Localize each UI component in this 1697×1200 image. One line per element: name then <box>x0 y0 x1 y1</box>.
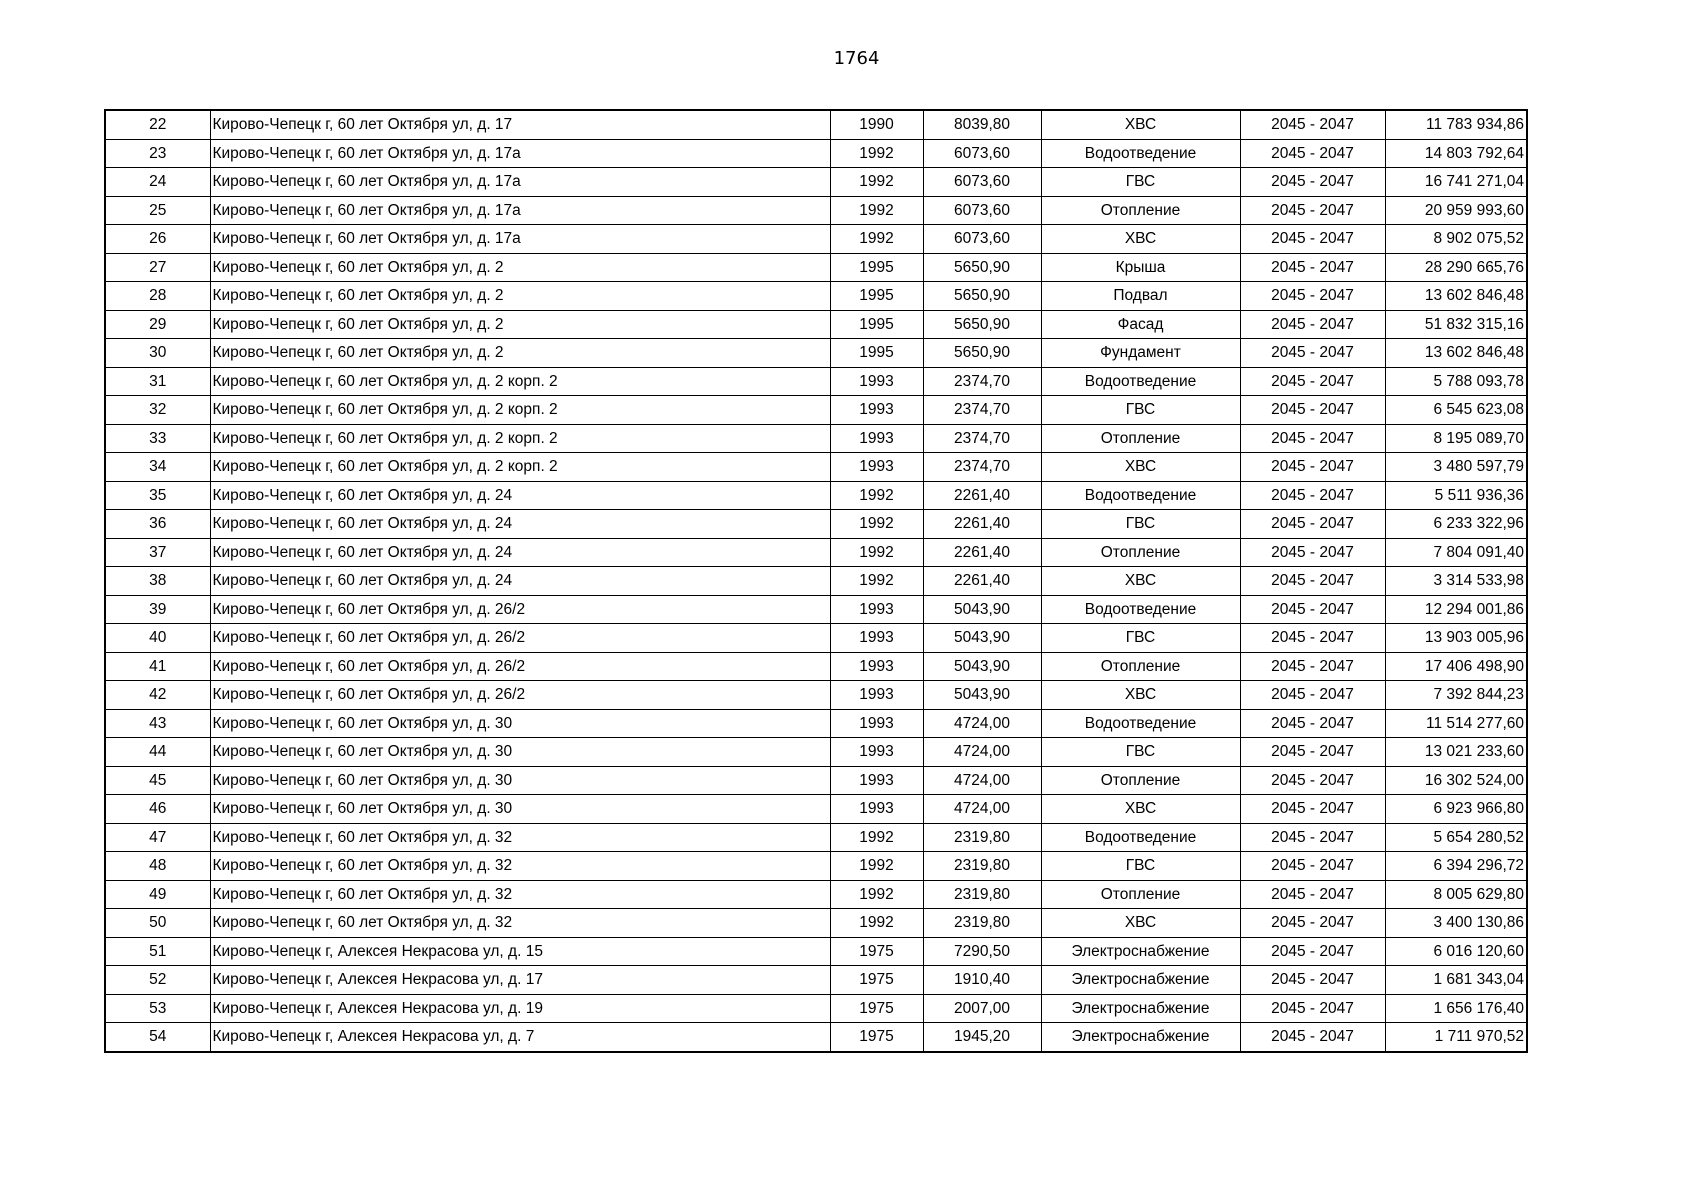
work-type-cell: Электроснабжение <box>1041 937 1240 966</box>
address-cell: Кирово-Чепецк г, 60 лет Октября ул, д. 32 <box>210 823 830 852</box>
year-cell: 1995 <box>830 282 923 311</box>
area-cell: 1945,20 <box>923 1023 1041 1052</box>
cost-cell: 13 903 005,96 <box>1385 624 1527 653</box>
table-row <box>105 481 1527 510</box>
year-cell: 1993 <box>830 367 923 396</box>
address-cell: Кирово-Чепецк г, 60 лет Октября ул, д. 26/2 <box>210 652 830 681</box>
table-row <box>105 852 1527 881</box>
address-cell: Кирово-Чепецк г, 60 лет Октября ул, д. 2 корп. 2 <box>210 453 830 482</box>
area-cell: 5650,90 <box>923 282 1041 311</box>
period-cell: 2045 - 2047 <box>1240 567 1385 596</box>
address-cell: Кирово-Чепецк г, 60 лет Октября ул, д. 2 <box>210 282 830 311</box>
year-cell: 1975 <box>830 994 923 1023</box>
area-cell: 6073,60 <box>923 196 1041 225</box>
address-cell: Кирово-Чепецк г, 60 лет Октября ул, д. 17а <box>210 168 830 197</box>
row-number-cell: 27 <box>105 253 210 282</box>
period-cell: 2045 - 2047 <box>1240 196 1385 225</box>
row-number-cell: 29 <box>105 310 210 339</box>
address-cell: Кирово-Чепецк г, 60 лет Октября ул, д. 17а <box>210 225 830 254</box>
address-cell: Кирово-Чепецк г, 60 лет Октября ул, д. 26/2 <box>210 681 830 710</box>
period-cell: 2045 - 2047 <box>1240 823 1385 852</box>
row-number-cell: 30 <box>105 339 210 368</box>
year-cell: 1990 <box>830 110 923 139</box>
address-cell: Кирово-Чепецк г, 60 лет Октября ул, д. 26/2 <box>210 595 830 624</box>
area-cell: 2374,70 <box>923 453 1041 482</box>
area-cell: 5043,90 <box>923 624 1041 653</box>
table-row <box>105 139 1527 168</box>
year-cell: 1975 <box>830 937 923 966</box>
address-cell: Кирово-Чепецк г, 60 лет Октября ул, д. 24 <box>210 567 830 596</box>
cost-cell: 3 314 533,98 <box>1385 567 1527 596</box>
row-number-cell: 34 <box>105 453 210 482</box>
work-type-cell: ХВС <box>1041 567 1240 596</box>
cost-cell: 17 406 498,90 <box>1385 652 1527 681</box>
period-cell: 2045 - 2047 <box>1240 994 1385 1023</box>
year-cell: 1992 <box>830 225 923 254</box>
period-cell: 2045 - 2047 <box>1240 681 1385 710</box>
cost-cell: 12 294 001,86 <box>1385 595 1527 624</box>
address-cell: Кирово-Чепецк г, Алексея Некрасова ул, д. 19 <box>210 994 830 1023</box>
work-type-cell: Отопление <box>1041 880 1240 909</box>
year-cell: 1993 <box>830 681 923 710</box>
work-type-cell: ГВС <box>1041 624 1240 653</box>
row-number-cell: 42 <box>105 681 210 710</box>
year-cell: 1993 <box>830 595 923 624</box>
table-row <box>105 253 1527 282</box>
work-type-cell: ГВС <box>1041 396 1240 425</box>
address-cell: Кирово-Чепецк г, Алексея Некрасова ул, д. 15 <box>210 937 830 966</box>
area-cell: 7290,50 <box>923 937 1041 966</box>
area-cell: 2374,70 <box>923 396 1041 425</box>
table-row <box>105 110 1527 139</box>
row-number-cell: 49 <box>105 880 210 909</box>
period-cell: 2045 - 2047 <box>1240 966 1385 995</box>
year-cell: 1993 <box>830 424 923 453</box>
area-cell: 1910,40 <box>923 966 1041 995</box>
table-row <box>105 595 1527 624</box>
row-number-cell: 23 <box>105 139 210 168</box>
row-number-cell: 28 <box>105 282 210 311</box>
period-cell: 2045 - 2047 <box>1240 367 1385 396</box>
table-row <box>105 738 1527 767</box>
period-cell: 2045 - 2047 <box>1240 738 1385 767</box>
work-type-cell: Крыша <box>1041 253 1240 282</box>
table-row <box>105 196 1527 225</box>
period-cell: 2045 - 2047 <box>1240 225 1385 254</box>
cost-cell: 6 545 623,08 <box>1385 396 1527 425</box>
address-cell: Кирово-Чепецк г, 60 лет Октября ул, д. 24 <box>210 481 830 510</box>
table-row <box>105 652 1527 681</box>
row-number-cell: 25 <box>105 196 210 225</box>
address-cell: Кирово-Чепецк г, Алексея Некрасова ул, д. 17 <box>210 966 830 995</box>
area-cell: 6073,60 <box>923 168 1041 197</box>
area-cell: 2261,40 <box>923 538 1041 567</box>
year-cell: 1992 <box>830 196 923 225</box>
cost-cell: 6 016 120,60 <box>1385 937 1527 966</box>
work-type-cell: Отопление <box>1041 538 1240 567</box>
work-type-cell: Электроснабжение <box>1041 966 1240 995</box>
area-cell: 2319,80 <box>923 909 1041 938</box>
address-cell: Кирово-Чепецк г, 60 лет Октября ул, д. 17 <box>210 110 830 139</box>
repair-schedule-table <box>104 109 1528 1053</box>
table-row <box>105 396 1527 425</box>
cost-cell: 3 480 597,79 <box>1385 453 1527 482</box>
table-row <box>105 880 1527 909</box>
address-cell: Кирово-Чепецк г, 60 лет Октября ул, д. 32 <box>210 852 830 881</box>
cost-cell: 51 832 315,16 <box>1385 310 1527 339</box>
cost-cell: 5 788 093,78 <box>1385 367 1527 396</box>
year-cell: 1975 <box>830 1023 923 1052</box>
row-number-cell: 26 <box>105 225 210 254</box>
year-cell: 1993 <box>830 795 923 824</box>
period-cell: 2045 - 2047 <box>1240 624 1385 653</box>
period-cell: 2045 - 2047 <box>1240 595 1385 624</box>
cost-cell: 8 902 075,52 <box>1385 225 1527 254</box>
work-type-cell: ГВС <box>1041 168 1240 197</box>
work-type-cell: Водоотведение <box>1041 367 1240 396</box>
period-cell: 2045 - 2047 <box>1240 510 1385 539</box>
address-cell: Кирово-Чепецк г, 60 лет Октября ул, д. 24 <box>210 510 830 539</box>
address-cell: Кирово-Чепецк г, Алексея Некрасова ул, д. 7 <box>210 1023 830 1052</box>
area-cell: 2319,80 <box>923 852 1041 881</box>
table-row <box>105 225 1527 254</box>
cost-cell: 6 394 296,72 <box>1385 852 1527 881</box>
table-row <box>105 909 1527 938</box>
row-number-cell: 43 <box>105 709 210 738</box>
cost-cell: 14 803 792,64 <box>1385 139 1527 168</box>
period-cell: 2045 - 2047 <box>1240 310 1385 339</box>
year-cell: 1993 <box>830 766 923 795</box>
year-cell: 1993 <box>830 738 923 767</box>
work-type-cell: ХВС <box>1041 795 1240 824</box>
table-row <box>105 823 1527 852</box>
period-cell: 2045 - 2047 <box>1240 880 1385 909</box>
row-number-cell: 38 <box>105 567 210 596</box>
area-cell: 2319,80 <box>923 823 1041 852</box>
area-cell: 2374,70 <box>923 424 1041 453</box>
page-number: 1764 <box>833 48 880 69</box>
address-cell: Кирово-Чепецк г, 60 лет Октября ул, д. 24 <box>210 538 830 567</box>
year-cell: 1992 <box>830 139 923 168</box>
area-cell: 5043,90 <box>923 652 1041 681</box>
year-cell: 1995 <box>830 253 923 282</box>
table-row <box>105 709 1527 738</box>
table-row <box>105 795 1527 824</box>
year-cell: 1975 <box>830 966 923 995</box>
cost-cell: 6 923 966,80 <box>1385 795 1527 824</box>
row-number-cell: 35 <box>105 481 210 510</box>
table-row <box>105 168 1527 197</box>
work-type-cell: ХВС <box>1041 909 1240 938</box>
cost-cell: 16 741 271,04 <box>1385 168 1527 197</box>
row-number-cell: 22 <box>105 110 210 139</box>
cost-cell: 11 783 934,86 <box>1385 110 1527 139</box>
row-number-cell: 32 <box>105 396 210 425</box>
address-cell: Кирово-Чепецк г, 60 лет Октября ул, д. 30 <box>210 709 830 738</box>
area-cell: 8039,80 <box>923 110 1041 139</box>
cost-cell: 6 233 322,96 <box>1385 510 1527 539</box>
row-number-cell: 41 <box>105 652 210 681</box>
work-type-cell: Отопление <box>1041 196 1240 225</box>
cost-cell: 1 681 343,04 <box>1385 966 1527 995</box>
area-cell: 4724,00 <box>923 709 1041 738</box>
period-cell: 2045 - 2047 <box>1240 253 1385 282</box>
table-row <box>105 766 1527 795</box>
cost-cell: 1 656 176,40 <box>1385 994 1527 1023</box>
cost-cell: 28 290 665,76 <box>1385 253 1527 282</box>
period-cell: 2045 - 2047 <box>1240 424 1385 453</box>
table-row <box>105 339 1527 368</box>
work-type-cell: Отопление <box>1041 424 1240 453</box>
row-number-cell: 36 <box>105 510 210 539</box>
address-cell: Кирово-Чепецк г, 60 лет Октября ул, д. 30 <box>210 738 830 767</box>
year-cell: 1995 <box>830 339 923 368</box>
cost-cell: 1 711 970,52 <box>1385 1023 1527 1052</box>
row-number-cell: 40 <box>105 624 210 653</box>
row-number-cell: 24 <box>105 168 210 197</box>
area-cell: 2261,40 <box>923 481 1041 510</box>
period-cell: 2045 - 2047 <box>1240 339 1385 368</box>
table-row <box>105 937 1527 966</box>
area-cell: 2374,70 <box>923 367 1041 396</box>
address-cell: Кирово-Чепецк г, 60 лет Октября ул, д. 2 корп. 2 <box>210 396 830 425</box>
cost-cell: 13 602 846,48 <box>1385 339 1527 368</box>
cost-cell: 20 959 993,60 <box>1385 196 1527 225</box>
area-cell: 5043,90 <box>923 681 1041 710</box>
table-row <box>105 453 1527 482</box>
year-cell: 1993 <box>830 652 923 681</box>
work-type-cell: Отопление <box>1041 652 1240 681</box>
period-cell: 2045 - 2047 <box>1240 852 1385 881</box>
row-number-cell: 31 <box>105 367 210 396</box>
work-type-cell: ХВС <box>1041 453 1240 482</box>
cost-cell: 11 514 277,60 <box>1385 709 1527 738</box>
year-cell: 1992 <box>830 909 923 938</box>
table-row <box>105 282 1527 311</box>
address-cell: Кирово-Чепецк г, 60 лет Октября ул, д. 2 корп. 2 <box>210 424 830 453</box>
year-cell: 1993 <box>830 396 923 425</box>
table-row <box>105 681 1527 710</box>
cost-cell: 5 654 280,52 <box>1385 823 1527 852</box>
period-cell: 2045 - 2047 <box>1240 453 1385 482</box>
area-cell: 4724,00 <box>923 766 1041 795</box>
table-row <box>105 510 1527 539</box>
area-cell: 2261,40 <box>923 510 1041 539</box>
area-cell: 2007,00 <box>923 994 1041 1023</box>
period-cell: 2045 - 2047 <box>1240 396 1385 425</box>
year-cell: 1992 <box>830 168 923 197</box>
cost-cell: 8 195 089,70 <box>1385 424 1527 453</box>
area-cell: 6073,60 <box>923 225 1041 254</box>
row-number-cell: 37 <box>105 538 210 567</box>
year-cell: 1992 <box>830 880 923 909</box>
cost-cell: 8 005 629,80 <box>1385 880 1527 909</box>
period-cell: 2045 - 2047 <box>1240 110 1385 139</box>
year-cell: 1993 <box>830 624 923 653</box>
area-cell: 2319,80 <box>923 880 1041 909</box>
year-cell: 1995 <box>830 310 923 339</box>
address-cell: Кирово-Чепецк г, 60 лет Октября ул, д. 2 <box>210 253 830 282</box>
cost-cell: 7 392 844,23 <box>1385 681 1527 710</box>
address-cell: Кирово-Чепецк г, 60 лет Октября ул, д. 32 <box>210 880 830 909</box>
period-cell: 2045 - 2047 <box>1240 282 1385 311</box>
work-type-cell: Водоотведение <box>1041 709 1240 738</box>
period-cell: 2045 - 2047 <box>1240 795 1385 824</box>
period-cell: 2045 - 2047 <box>1240 168 1385 197</box>
work-type-cell: Отопление <box>1041 766 1240 795</box>
work-type-cell: ХВС <box>1041 225 1240 254</box>
row-number-cell: 44 <box>105 738 210 767</box>
table-row <box>105 624 1527 653</box>
work-type-cell: Фасад <box>1041 310 1240 339</box>
period-cell: 2045 - 2047 <box>1240 139 1385 168</box>
area-cell: 2261,40 <box>923 567 1041 596</box>
cost-cell: 13 021 233,60 <box>1385 738 1527 767</box>
period-cell: 2045 - 2047 <box>1240 937 1385 966</box>
table-row <box>105 966 1527 995</box>
area-cell: 5650,90 <box>923 253 1041 282</box>
work-type-cell: ХВС <box>1041 681 1240 710</box>
cost-cell: 3 400 130,86 <box>1385 909 1527 938</box>
period-cell: 2045 - 2047 <box>1240 1023 1385 1052</box>
work-type-cell: Водоотведение <box>1041 823 1240 852</box>
year-cell: 1993 <box>830 453 923 482</box>
address-cell: Кирово-Чепецк г, 60 лет Октября ул, д. 17а <box>210 196 830 225</box>
work-type-cell: Водоотведение <box>1041 139 1240 168</box>
year-cell: 1992 <box>830 567 923 596</box>
year-cell: 1992 <box>830 823 923 852</box>
cost-cell: 16 302 524,00 <box>1385 766 1527 795</box>
table-row <box>105 310 1527 339</box>
row-number-cell: 52 <box>105 966 210 995</box>
period-cell: 2045 - 2047 <box>1240 652 1385 681</box>
row-number-cell: 54 <box>105 1023 210 1052</box>
table-row <box>105 367 1527 396</box>
address-cell: Кирово-Чепецк г, 60 лет Октября ул, д. 2 корп. 2 <box>210 367 830 396</box>
area-cell: 5650,90 <box>923 310 1041 339</box>
period-cell: 2045 - 2047 <box>1240 709 1385 738</box>
row-number-cell: 39 <box>105 595 210 624</box>
cost-cell: 7 804 091,40 <box>1385 538 1527 567</box>
row-number-cell: 47 <box>105 823 210 852</box>
period-cell: 2045 - 2047 <box>1240 766 1385 795</box>
year-cell: 1992 <box>830 852 923 881</box>
table-row <box>105 1023 1527 1052</box>
work-type-cell: ГВС <box>1041 510 1240 539</box>
address-cell: Кирово-Чепецк г, 60 лет Октября ул, д. 30 <box>210 795 830 824</box>
period-cell: 2045 - 2047 <box>1240 538 1385 567</box>
work-type-cell: Водоотведение <box>1041 481 1240 510</box>
cost-cell: 13 602 846,48 <box>1385 282 1527 311</box>
area-cell: 4724,00 <box>923 738 1041 767</box>
row-number-cell: 50 <box>105 909 210 938</box>
work-type-cell: ХВС <box>1041 110 1240 139</box>
year-cell: 1992 <box>830 481 923 510</box>
address-cell: Кирово-Чепецк г, 60 лет Октября ул, д. 26/2 <box>210 624 830 653</box>
area-cell: 4724,00 <box>923 795 1041 824</box>
work-type-cell: ГВС <box>1041 738 1240 767</box>
address-cell: Кирово-Чепецк г, 60 лет Октября ул, д. 32 <box>210 909 830 938</box>
period-cell: 2045 - 2047 <box>1240 481 1385 510</box>
year-cell: 1992 <box>830 538 923 567</box>
cost-cell: 5 511 936,36 <box>1385 481 1527 510</box>
table-row <box>105 538 1527 567</box>
work-type-cell: Электроснабжение <box>1041 994 1240 1023</box>
work-type-cell: Фундамент <box>1041 339 1240 368</box>
work-type-cell: Водоотведение <box>1041 595 1240 624</box>
table-row <box>105 424 1527 453</box>
address-cell: Кирово-Чепецк г, 60 лет Октября ул, д. 2 <box>210 310 830 339</box>
row-number-cell: 53 <box>105 994 210 1023</box>
table-row <box>105 567 1527 596</box>
row-number-cell: 48 <box>105 852 210 881</box>
work-type-cell: Электроснабжение <box>1041 1023 1240 1052</box>
row-number-cell: 45 <box>105 766 210 795</box>
row-number-cell: 33 <box>105 424 210 453</box>
year-cell: 1993 <box>830 709 923 738</box>
address-cell: Кирово-Чепецк г, 60 лет Октября ул, д. 2 <box>210 339 830 368</box>
table-row <box>105 994 1527 1023</box>
period-cell: 2045 - 2047 <box>1240 909 1385 938</box>
work-type-cell: Подвал <box>1041 282 1240 311</box>
row-number-cell: 51 <box>105 937 210 966</box>
area-cell: 5650,90 <box>923 339 1041 368</box>
address-cell: Кирово-Чепецк г, 60 лет Октября ул, д. 30 <box>210 766 830 795</box>
work-type-cell: ГВС <box>1041 852 1240 881</box>
table-body <box>105 110 1527 1052</box>
address-cell: Кирово-Чепецк г, 60 лет Октября ул, д. 17а <box>210 139 830 168</box>
area-cell: 6073,60 <box>923 139 1041 168</box>
row-number-cell: 46 <box>105 795 210 824</box>
area-cell: 5043,90 <box>923 595 1041 624</box>
year-cell: 1992 <box>830 510 923 539</box>
